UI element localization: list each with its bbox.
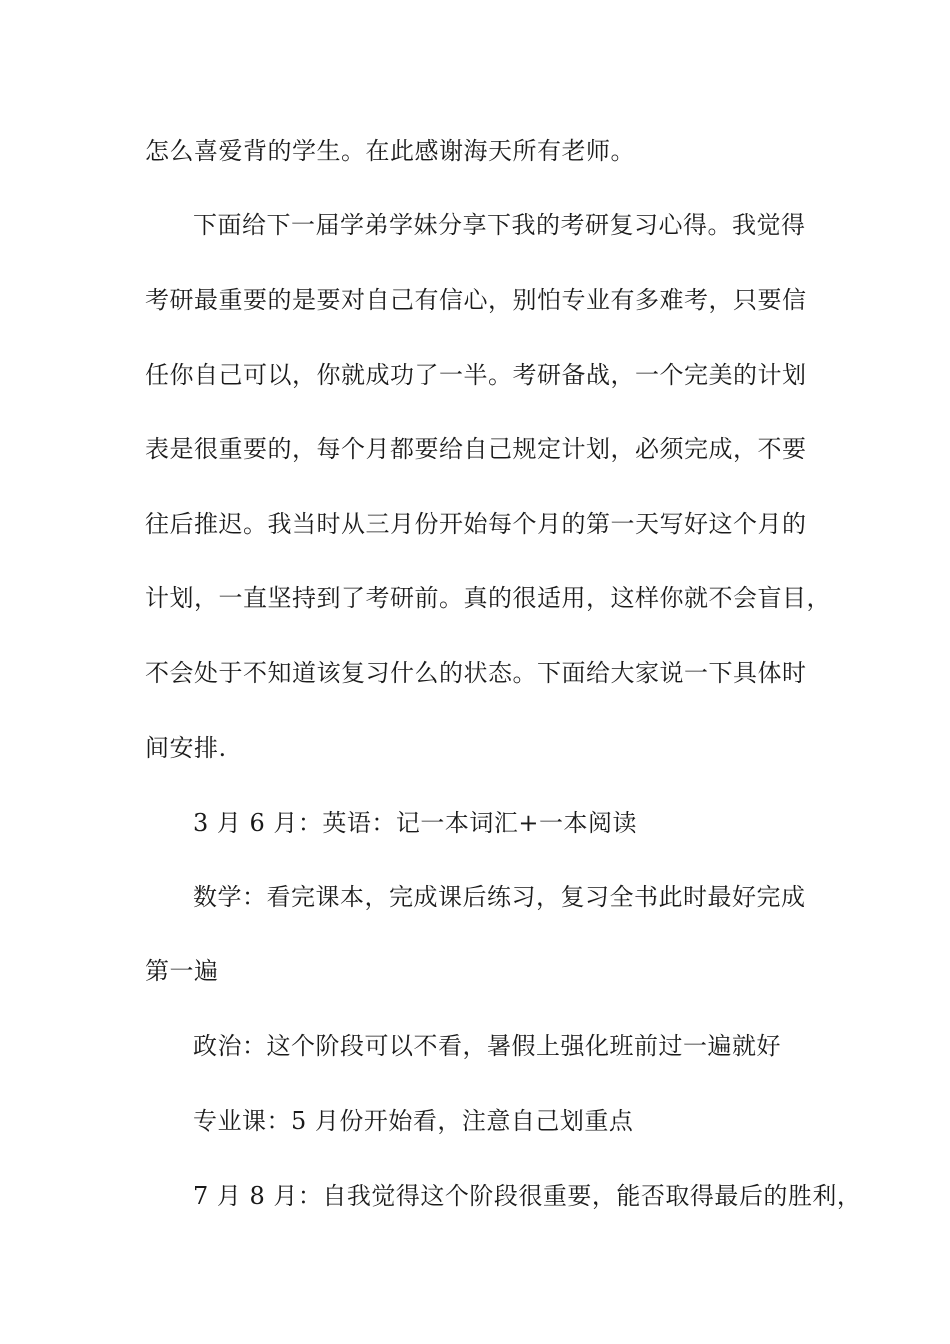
text-line: 第一遍 [145,957,219,985]
text-line: 间安排. [145,734,227,762]
text-line: 往后推迟。我当时从三月份开始每个月的第一天写好这个月的 [145,510,807,538]
text-line: 表是很重要的，每个月都要给自己规定计划，必须完成，不要 [145,435,807,463]
text-line: 专业课：5 月份开始看，注意自己划重点 [193,1107,634,1135]
text-line: 3 月 6 月：英语：记一本词汇+一本阅读 [193,809,638,837]
text-line: 政治：这个阶段可以不看，暑假上强化班前过一遍就好 [193,1032,781,1060]
text-line: 不会处于不知道该复习什么的状态。下面给大家说一下具体时 [145,659,807,687]
text-line: 任你自己可以，你就成功了一半。考研备战，一个完美的计划 [145,361,807,389]
text-line: 考研最重要的是要对自己有信心，别怕专业有多难考，只要信 [145,286,807,314]
text-line: 怎么喜爱背的学生。在此感谢海天所有老师。 [145,137,635,165]
text-line: 下面给下一届学弟学妹分享下我的考研复习心得。我觉得 [193,211,806,239]
text-line: 7 月 8 月：自我觉得这个阶段很重要，能否取得最后的胜利， [193,1182,862,1210]
text-line: 计划，一直坚持到了考研前。真的很适用，这样你就不会盲目， [145,584,831,612]
text-line: 数学：看完课本，完成课后练习，复习全书此时最好完成 [193,883,806,911]
